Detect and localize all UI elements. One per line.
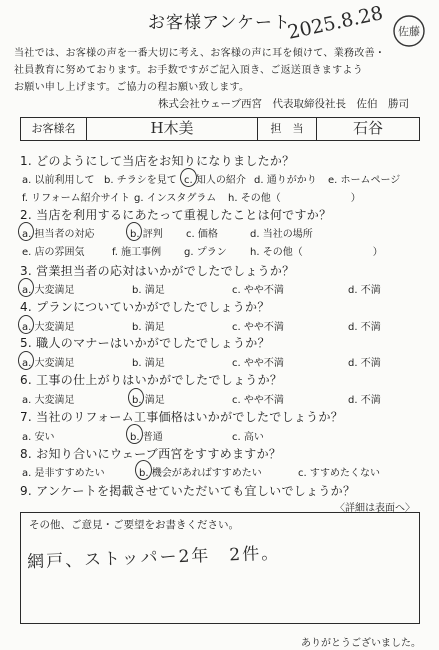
answer-circle (126, 424, 143, 444)
answer-circle (18, 351, 34, 370)
thanks-message: ありがとうございました。 (301, 638, 421, 649)
staff-label: 担 当 (257, 118, 317, 140)
q5-option-b: b. 満足 (132, 358, 165, 369)
q6-option-d: d. 不満 (348, 395, 381, 406)
intro-line: 当社では、お客様の声を一番大切に考え、お客様の声に耳を傾けて、業務改善・ (14, 48, 386, 59)
q4-option-a: a. 大変満足 (22, 322, 75, 333)
q4-option-d: d. 不満 (348, 322, 381, 333)
q5-option-c: c. やや不満 (232, 358, 284, 369)
intro-line: お願い申し上げます。ご協力の程お願い致します。 (14, 82, 250, 93)
answer-circle (180, 168, 197, 187)
question-6: 6. 工事の仕上がりはいかがでしたでしょうか？ (20, 373, 283, 387)
q7-option-b: b. 普通 (130, 432, 163, 443)
comment-handwritten: 網戸、ストッパー2年 2件。 (26, 543, 281, 573)
q7-option-c: c. 高い (232, 432, 264, 443)
q1-option-f: f. リフォーム紹介サイト (22, 193, 130, 204)
q4-option-c: c. やや不満 (232, 322, 284, 333)
seal-stamp (392, 14, 426, 48)
q2-option-g: g. プラン (184, 247, 227, 258)
question-9: 9. アンケートを掲載させていただいても宜しいでしょうか？ (20, 484, 356, 498)
question-5: 5. 職人のマナーはいかがでしたでしょうか？ (20, 336, 270, 350)
q1-option-h: h. その他（ ） (228, 193, 361, 204)
answer-circle (128, 388, 144, 407)
answer-circle (18, 222, 34, 241)
q9-note: 〈詳細は表面へ〉 (335, 503, 415, 514)
question-2: 2. 当店を利用するにあたって重視したことは何ですか？ (20, 208, 332, 222)
handwritten-date: 2025.8.28 (285, 2, 385, 44)
q8-option-c: c. すすめたくない (298, 468, 380, 479)
q1-option-e: e. ホームページ (328, 175, 401, 186)
question-8: 8. お知り合いにウェーブ西宮をすすめますか？ (20, 447, 282, 461)
page-title: お客様アンケート (148, 13, 291, 33)
q2-option-e: e. 店の雰囲気 (22, 247, 85, 258)
answer-circle (126, 222, 142, 241)
customer-info-box (20, 117, 420, 141)
q2-option-h: h. その他（ ） (250, 247, 383, 258)
q2-option-f: f. 施工事例 (112, 247, 162, 258)
answer-circle (18, 278, 34, 297)
q1-option-g: g. インスタグラム (134, 193, 217, 204)
q4-option-b: b. 満足 (132, 322, 165, 333)
q7-option-a: a. 安い (22, 432, 55, 443)
q6-option-a: a. 大変満足 (22, 395, 75, 406)
q1-option-d: d. 通りがかり (254, 175, 317, 186)
q8-option-a: a. 是非すすめたい (22, 468, 105, 479)
q3-option-b: b. 満足 (132, 285, 165, 296)
customer-name-label: お客様名 (21, 118, 87, 140)
comment-box (20, 512, 420, 624)
q3-option-d: d. 不満 (348, 285, 381, 296)
q3-option-a: a. 大変満足 (22, 285, 75, 296)
q2-option-b: b. 評判 (130, 229, 163, 240)
q2-option-c: c. 価格 (186, 229, 218, 240)
q6-option-c: c. やや不満 (232, 395, 284, 406)
q1-option-a: a. 以前利用して (22, 175, 95, 186)
q5-option-a: a. 大変満足 (22, 358, 75, 369)
q2-option-d: d. 当社の場所 (250, 229, 313, 240)
question-7: 7. 当社のリフォーム工事価格はいかがでしたでしょうか？ (20, 410, 344, 424)
answer-circle (18, 315, 34, 334)
q2-option-a: a. 担当者の対応 (22, 229, 95, 240)
q5-option-d: d. 不満 (348, 358, 381, 369)
q8-option-b: b. 機会があればすすめたい (139, 468, 262, 479)
intro-line: 社員教育に努めております。お手数ですがご記入頂き、ご返送頂きますよう (14, 65, 363, 76)
q1-option-b: b. チラシを見て (104, 175, 177, 186)
comment-label: その他、ご意見・ご要望をお書きください。 (29, 519, 239, 531)
q3-option-c: c. やや不満 (232, 285, 284, 296)
company-signature: 株式会社ウェーブ西宮 代表取締役社長 佐伯 勝司 (157, 98, 409, 110)
q1-option-c: c. 知人の紹介 (184, 175, 246, 186)
svg-text:佐藤: 佐藤 (398, 25, 420, 38)
question-1: 1. どのようにして当店をお知りになりましたか？ (20, 154, 295, 168)
question-4: 4. プランについていかがでしたでしょうか？ (20, 300, 270, 314)
answer-circle (135, 460, 152, 480)
q6-option-b: b. 満足 (132, 395, 165, 406)
question-3: 3. 営業担当者の応対はいかがでしたでしょうか？ (20, 264, 295, 278)
customer-name-value: H木美 (150, 119, 194, 137)
staff-value: 石谷 (352, 119, 383, 137)
